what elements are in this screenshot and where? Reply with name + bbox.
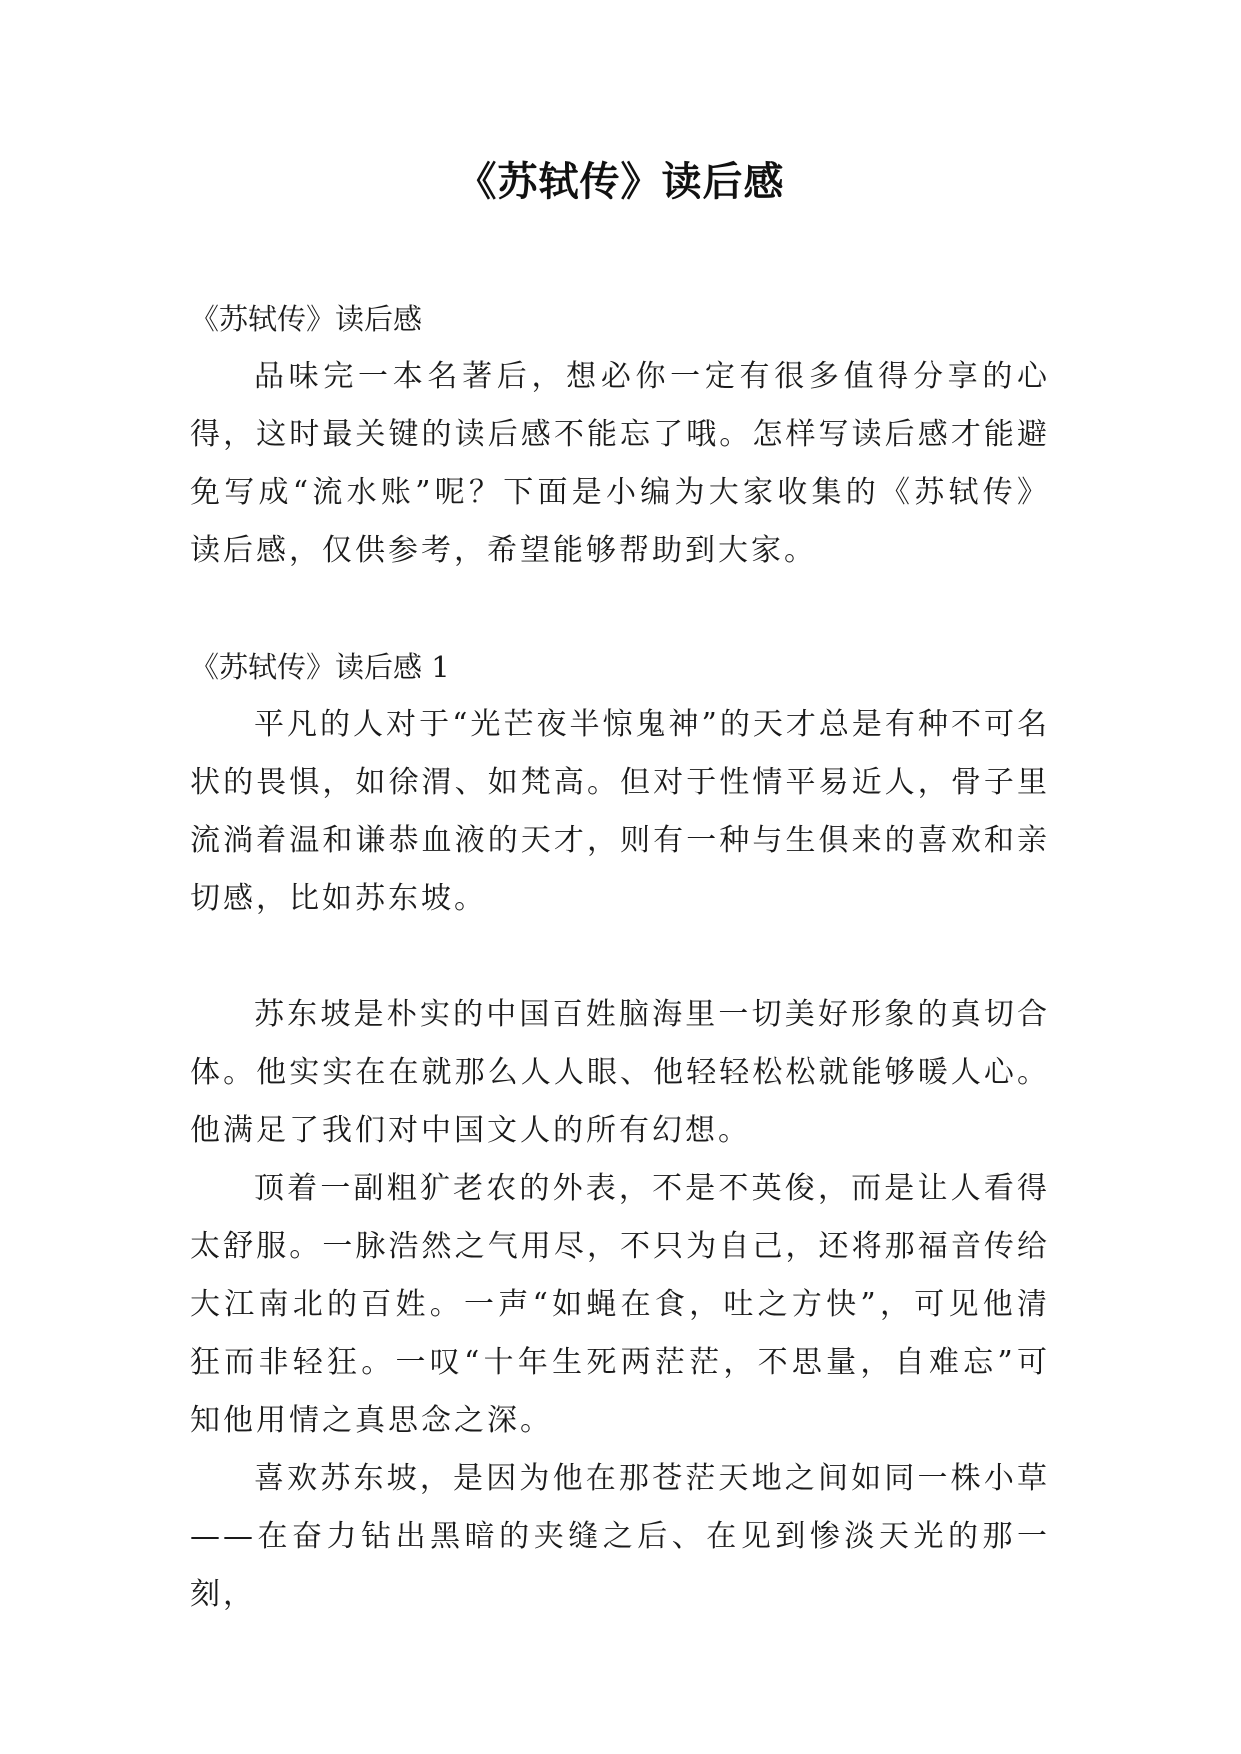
blank-line <box>190 928 1050 986</box>
blank-line <box>190 580 1050 638</box>
section-heading-essay-1: 《苏轼传》读后感 1 <box>190 650 450 684</box>
document-body <box>190 290 1050 1624</box>
paragraph-essay-1-1: 平凡的人对于“光芒夜半惊鬼神”的天才总是有种不可名状的畏惧，如徐渭、如梵高。但对于性情平易近人，骨子里流淌着温和谦恭血液的天才，则有一种与生俱来的喜欢和亲切感，比如苏东坡。 <box>190 707 1050 916</box>
paragraph-essay-1-3: 顶着一副粗犷老农的外表，不是不英俊，而是让人看得太舒服。一脉浩然之气用尽，不只为自己，还将那福音传给大江南北的百姓。一声“如蝇在食，吐之方快”，可见他清狂而非轻狂。一叹“十年生死两茫茫，不思量，自难忘”可知他用情之真思念之深。 <box>190 1171 1050 1438</box>
paragraph-essay-1-4: 喜欢苏东坡，是因为他在那苍茫天地之间如同一株小草——在奋力钻出黑暗的夹缝之后、在见到惨淡天光的那一刻， <box>190 1461 1050 1612</box>
section-heading-intro: 《苏轼传》读后感 <box>190 302 423 336</box>
paragraph-intro: 品味完一本名著后，想必你一定有很多值得分享的心得，这时最关键的读后感不能忘了哦。怎样写读后感才能避免写成“流水账”呢？下面是小编为大家收集的《苏轼传》读后感，仅供参考，希望能够帮助到大家。 <box>190 359 1050 568</box>
document-title: 《苏轼传》读后感 <box>456 159 785 205</box>
paragraph-essay-1-2: 苏东坡是朴实的中国百姓脑海里一切美好形象的真切合体。他实实在在就那么人人眼、他轻轻松松就能够暖人心。他满足了我们对中国文人的所有幻想。 <box>190 997 1050 1148</box>
